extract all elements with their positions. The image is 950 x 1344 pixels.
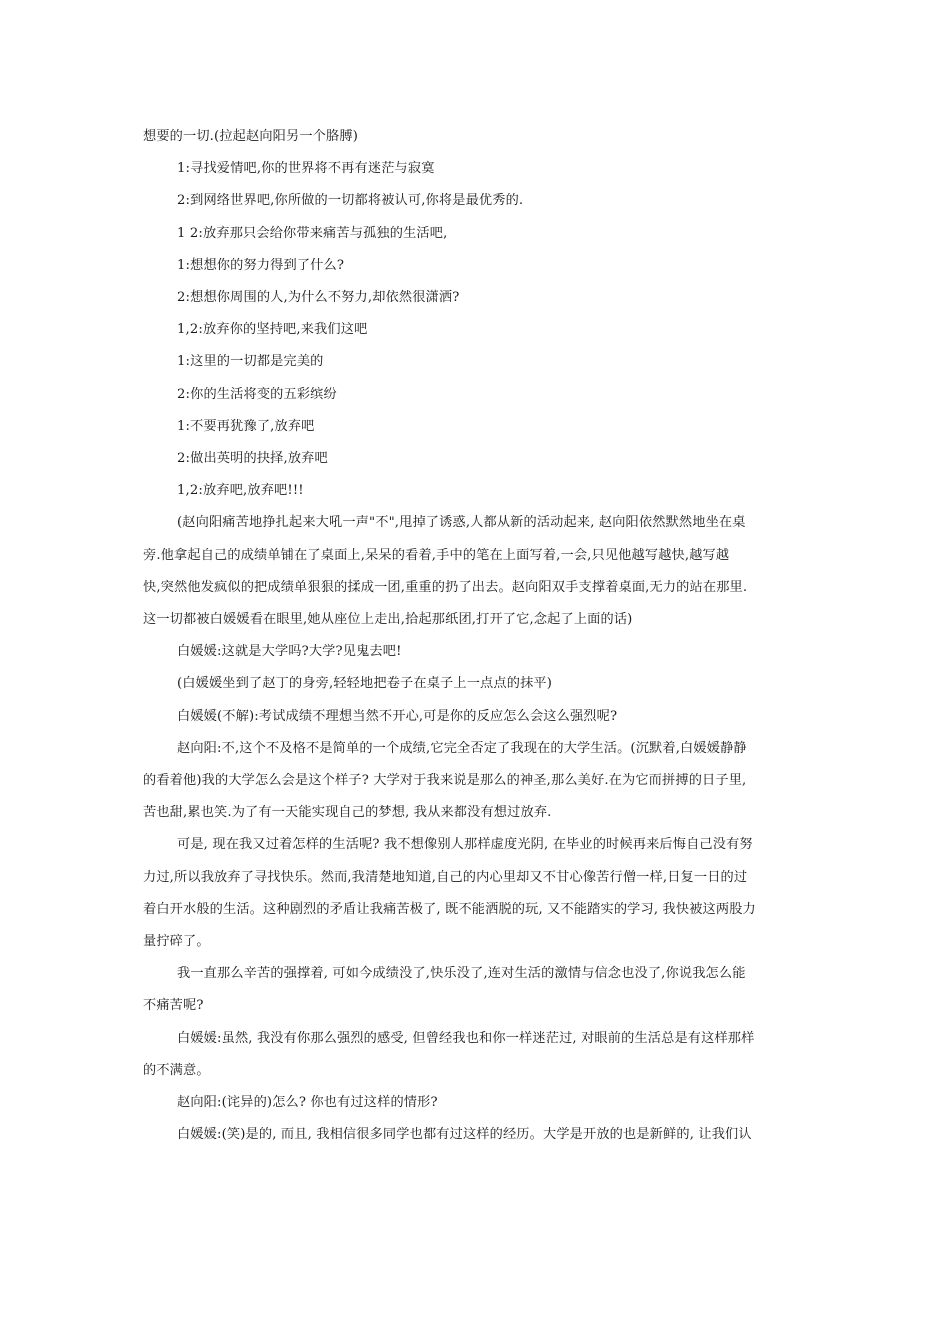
text-line: 1:想想你的努力得到了什么? <box>177 257 345 273</box>
text-line: 2:到网络世界吧,你所做的一切都将被认可,你将是最优秀的. <box>177 193 524 209</box>
paragraph-line: 我一直那么辛苦的强撑着, 可如今成绩没了,快乐没了,连对生活的激情与信念也没了,你说我怎么能 <box>177 966 746 982</box>
text-line: 2:做出英明的抉择,放弃吧 <box>177 451 328 467</box>
paragraph-line: 量拧碎了。 <box>143 934 210 950</box>
paragraph-line: 赵向阳:不,这个不及格不是简单的一个成绩,它完全否定了我现在的大学生活。(沉默着,白媛媛静静 <box>177 740 747 756</box>
paragraph-line: 的看着他)我的大学怎么会是这个样子? 大学对于我来说是那么的神圣,那么美好.在为它而拼搏的日子里, <box>143 773 747 789</box>
text-line: 1,2:放弃你的坚持吧,来我们这吧 <box>177 322 368 338</box>
paragraph-line: 的不满意。 <box>143 1062 210 1078</box>
paragraph-line: 力过,所以我放弃了寻找快乐。然而,我清楚地知道,自己的内心里却又不甘心像苦行僧一样,日复一日的过 <box>143 869 748 885</box>
text-line: 1:这里的一切都是完美的 <box>177 354 324 370</box>
paragraph-line: 旁.他拿起自己的成绩单铺在了桌面上,呆呆的看着,手中的笔在上面写着,一会,只见他越写越快,越写越 <box>143 547 730 563</box>
text-line: (白媛媛坐到了赵丁的身旁,轻轻地把卷子在桌子上一点点的抹平) <box>177 676 553 692</box>
paragraph-line: 这一切都被白媛媛看在眼里,她从座位上走出,拾起那纸团,打开了它,念起了上面的话) <box>143 612 633 628</box>
paragraph-line: 着白开水般的生活。这种剧烈的矛盾让我痛苦极了, 既不能洒脱的玩, 又不能踏实的学习, 我快被这两股力 <box>143 901 756 917</box>
paragraph-line: 可是, 现在我又过着怎样的生活呢? 我不想像别人那样虚度光阴, 在毕业的时候再来后悔自己没有努 <box>177 837 753 853</box>
text-line: 1:不要再犹豫了,放弃吧 <box>177 418 315 434</box>
paragraph-line: 不痛苦呢? <box>143 998 204 1014</box>
text-line: 1,2:放弃吧,放弃吧!!! <box>177 483 304 499</box>
text-line: 赵向阳:(诧异的)怎么? 你也有过这样的情形? <box>177 1095 438 1111</box>
text-line: 2:你的生活将变的五彩缤纷 <box>177 386 337 402</box>
text-line: 2:想想你周围的人,为什么不努力,却依然很潇洒? <box>177 290 460 306</box>
text-line: 1:寻找爱情吧,你的世界将不再有迷茫与寂寞 <box>177 161 435 177</box>
paragraph-line: 白媛媛:(笑)是的, 而且, 我相信很多同学也都有过这样的经历。大学是开放的也是新鲜的, 让我们认 <box>177 1127 752 1143</box>
paragraph-line: 白媛媛:虽然, 我没有你那么强烈的感受, 但曾经我也和你一样迷茫过, 对眼前的生活总是有这样那样 <box>177 1030 755 1046</box>
text-line: 白媛媛(不解):考试成绩不理想当然不开心,可是你的反应怎么会这么强烈呢? <box>177 708 618 724</box>
text-line: 白媛媛:这就是大学吗?大学?见鬼去吧! <box>177 644 402 660</box>
text-line: 想要的一切.(拉起赵向阳另一个胳膊) <box>143 129 358 144</box>
paragraph-line: (赵向阳痛苦地挣扎起来大吼一声"不",甩掉了诱惑,人都从新的活动起来, 赵向阳依然默然地坐在桌 <box>177 515 746 531</box>
paragraph-line: 苦也甜,累也笑.为了有一天能实现自己的梦想, 我从来都没有想过放弃. <box>143 805 552 821</box>
text-line: 1 2:放弃那只会给你带来痛苦与孤独的生活吧, <box>177 225 448 241</box>
document-page <box>143 121 809 1152</box>
paragraph-line: 快,突然他发疯似的把成绩单狠狠的揉成一团,重重的扔了出去。赵向阳双手支撑着桌面,无力的站在那里. <box>143 579 748 595</box>
